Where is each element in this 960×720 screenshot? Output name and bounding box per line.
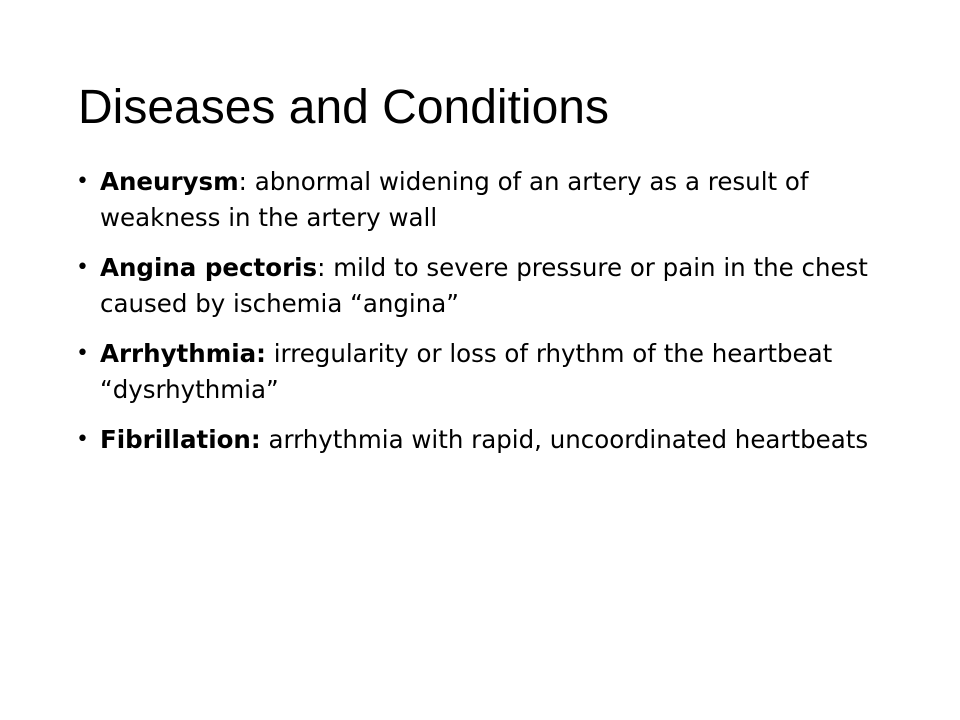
bullet-item-fibrillation — [72, 422, 892, 458]
slide-title: Diseases and Conditions — [78, 81, 609, 134]
definition-text: mild to severe pressure or pain in the chest caused by ischemia “angina” — [100, 253, 868, 318]
bullet-list — [72, 164, 892, 472]
term-label: Angina pectoris — [100, 253, 318, 282]
definition-text: arrhythmia with rapid, uncoordinated heartbeats — [260, 425, 869, 454]
bullet-dot-icon: • — [76, 169, 89, 194]
bullet-dot-icon: • — [76, 341, 89, 366]
bullet-dot-icon: • — [76, 427, 89, 452]
bullet-item-angina-pectoris — [72, 250, 892, 322]
bullet-item-aneurysm — [72, 164, 892, 236]
definition-text: abnormal widening of an artery as a result of weakness in the artery wall — [100, 167, 809, 232]
definition-text: irregularity or loss of rhythm of the heartbeat “dysrhythmia” — [100, 339, 833, 404]
term-separator: : — [238, 167, 247, 196]
term-label: Fibrillation: — [100, 425, 261, 454]
term-separator: : — [317, 253, 326, 282]
bullet-dot-icon: • — [76, 255, 89, 280]
term-label: Aneurysm — [100, 167, 239, 196]
term-label: Arrhythmia: — [100, 339, 266, 368]
bullet-item-arrhythmia — [72, 336, 892, 408]
